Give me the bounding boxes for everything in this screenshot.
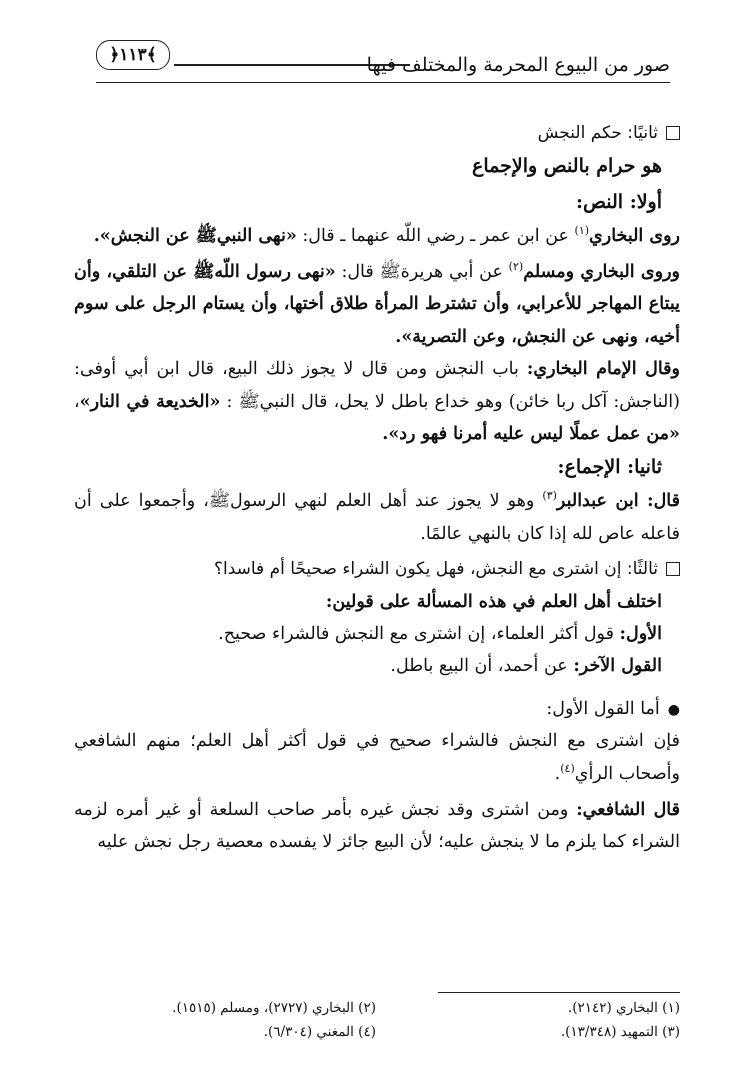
bullet-line bbox=[74, 693, 680, 725]
main-text bbox=[74, 118, 680, 859]
speaker: قال: ابن عبدالبر bbox=[556, 491, 680, 512]
hadith-quote: «نهى رسول اللّهﷺ عن التلقي، وأن يبتاع المهاجر للأعرابي، وأن تشترط المرأة طلاق أختها، وأن يستام الرجل على سوم أخيه، ونهى عن النجش، وعن التصرية». bbox=[74, 262, 680, 347]
section-title: ثانيًا: حكم النجش bbox=[537, 123, 658, 143]
subheading-ijma: ثانيا: الإجماع: bbox=[557, 456, 662, 479]
opinion-label: القول الآخر: bbox=[573, 656, 662, 677]
period: . bbox=[554, 763, 561, 784]
paragraph-bukhari bbox=[74, 220, 680, 252]
paragraph-text: وهو لا يجوز عند أهل العلم لنهي الرسولﷺ، وأجمعوا على أن فاعله عاص لله إذا كان بالنهي عالمًا. bbox=[74, 491, 680, 544]
opinion-label: الأول: bbox=[619, 624, 662, 645]
paragraph-text: فإن اشترى مع النجش فالشراء صحيح في قول أكثر أهل العلم؛ منهم الشافعي وأصحاب الرأي bbox=[74, 731, 680, 784]
bullet-text: أما القول الأول: bbox=[546, 698, 660, 719]
section-title: ثالثًا: إن اشترى مع النجش، فهل يكون الشراء صحيحًا أم فاسدا؟ bbox=[213, 559, 658, 580]
paragraph-text: عن ابن عمر ـ رضي اللّه عنهما ـ قال: bbox=[296, 225, 575, 246]
footnote-item: (٣) التمهيد (١٣/٣٤٨). bbox=[560, 1024, 680, 1040]
footnote-item: (٤) المغني (٦/٣٠٤). bbox=[263, 1024, 376, 1040]
page-number: ﴿١١٣﴾ bbox=[96, 40, 170, 70]
paragraph-text: ومن اشترى وقد نجش غيره بأمر صاحب السلعة أو غير أمره لزمه الشراء كما يلزم ما لا ينجش عليه؛ لأن البيع جائز لا يفسده معصية رجل نجش عليه bbox=[74, 799, 680, 853]
paragraph-text: باب النجش ومن قال لا يجوز ذلك البيع، قال ابن أبي أوفى: (الناجش: آكل ربا خائن) وهو خداع باطل لا يحل، قال النبيﷺ : bbox=[74, 359, 680, 412]
footnote-item: (٢) البخاري (٢٧٢٧)، ومسلم (١٥١٥). bbox=[172, 1000, 376, 1016]
opinion-first bbox=[74, 618, 680, 650]
footnote-ref: (٣) bbox=[542, 489, 557, 503]
running-title: صور من البيوع المحرمة والمختلف فيها bbox=[366, 54, 670, 76]
paragraph-text: عن أبي هريرةﷺ قال: bbox=[335, 262, 509, 283]
section-heading-3 bbox=[74, 554, 680, 585]
footnote-separator bbox=[438, 992, 680, 993]
opinion-text: قول أكثر العلماء، إن اشترى مع النجش فالشراء صحيح. bbox=[218, 624, 620, 645]
bullet-icon: ● bbox=[667, 701, 680, 718]
section-heading-2 bbox=[74, 118, 680, 149]
running-header bbox=[96, 38, 670, 84]
footnote-row bbox=[72, 996, 680, 1020]
speaker: وقال الإمام البخاري: bbox=[526, 359, 680, 380]
footnote-ref: (١) bbox=[574, 223, 590, 237]
hadith-quote: «الخديعة في النار» bbox=[79, 391, 221, 412]
separator: ، bbox=[74, 391, 80, 412]
footnote-ref: (٤) bbox=[560, 761, 575, 775]
footnote-item: (١) البخاري (٢١٤٢). bbox=[567, 1000, 680, 1016]
footnote-row bbox=[72, 1020, 680, 1044]
paragraph-bukhari-muslim bbox=[74, 256, 680, 353]
paragraph-ibn-abdulbarr bbox=[74, 485, 680, 550]
narrator: وروى البخاري ومسلم bbox=[523, 262, 680, 283]
header-underline bbox=[96, 82, 670, 83]
footnote-ref: (٢) bbox=[508, 260, 524, 274]
paragraph-shafii bbox=[74, 794, 680, 859]
opinion-text: عن أحمد، أن البيع باطل. bbox=[390, 656, 574, 677]
subheading-text: أولا: النص: bbox=[575, 190, 662, 213]
hadith-quote: «من عمل عملًا ليس عليه أمرنا فهو رد». bbox=[382, 423, 680, 444]
narrator: روى البخاري bbox=[589, 225, 680, 246]
footnotes bbox=[72, 996, 680, 1044]
paragraph-imam-bukhari bbox=[74, 353, 680, 450]
speaker: قال الشافعي: bbox=[576, 799, 680, 820]
paragraph-majority bbox=[74, 725, 680, 790]
intro-line bbox=[74, 586, 680, 618]
opinion-second bbox=[74, 650, 680, 682]
ruling-line: هو حرام بالنص والإجماع bbox=[472, 155, 662, 178]
checkbox-square-icon bbox=[666, 562, 680, 576]
intro-text: اختلف أهل العلم في هذه المسألة على قولين: bbox=[325, 591, 662, 612]
hadith-quote: «نهى النبيﷺ عن النجش». bbox=[93, 225, 297, 246]
checkbox-square-icon bbox=[666, 126, 680, 140]
